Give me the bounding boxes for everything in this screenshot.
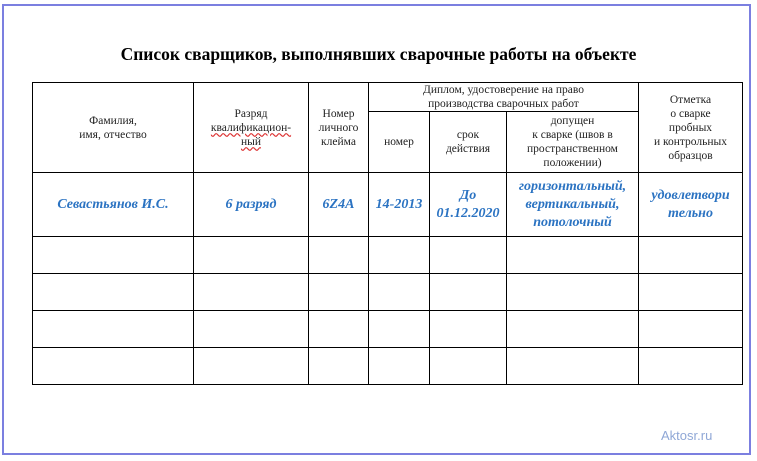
page-title: Список сварщиков, выполнявших сварочные работы на объекте (120, 44, 637, 64)
header-allowed-positions: допущен к сварке (швов в пространственном положении) (507, 112, 639, 173)
header-row-top (33, 83, 743, 112)
spellcheck-underline: квалификацион- (210, 121, 292, 134)
table-row (33, 274, 743, 311)
cell-number: 14-2013 (369, 173, 430, 237)
table-row (33, 237, 743, 274)
cell-validity: До 01.12.2020 (430, 173, 507, 237)
header-grade: Разряд квалификацион- ный (194, 83, 309, 173)
header-diploma-number: номер (369, 112, 430, 173)
header-mark-number: Номер личного клейма (309, 83, 369, 173)
header-name: Фамилия, имя, отчество (33, 83, 194, 173)
welders-table (32, 82, 743, 385)
table-row (33, 173, 743, 237)
table-row (33, 348, 743, 385)
table-row (33, 311, 743, 348)
cell-name: Севастьянов И.С. (33, 173, 194, 237)
header-diploma: Диплом, удостоверение на право производства сварочных работ (369, 83, 639, 112)
watermark: Aktosr.ru (661, 428, 713, 443)
header-note: Отметка о сварке пробных и контрольных образцов (639, 83, 743, 173)
cell-allowed-positions: горизонтальный, вертикальный, потолочный (507, 173, 639, 237)
cell-mark: 6Z4A (309, 173, 369, 237)
header-validity: срок действия (430, 112, 507, 173)
cell-grade: 6 разряд (194, 173, 309, 237)
cell-note: удовлетвори тельно (639, 173, 743, 237)
